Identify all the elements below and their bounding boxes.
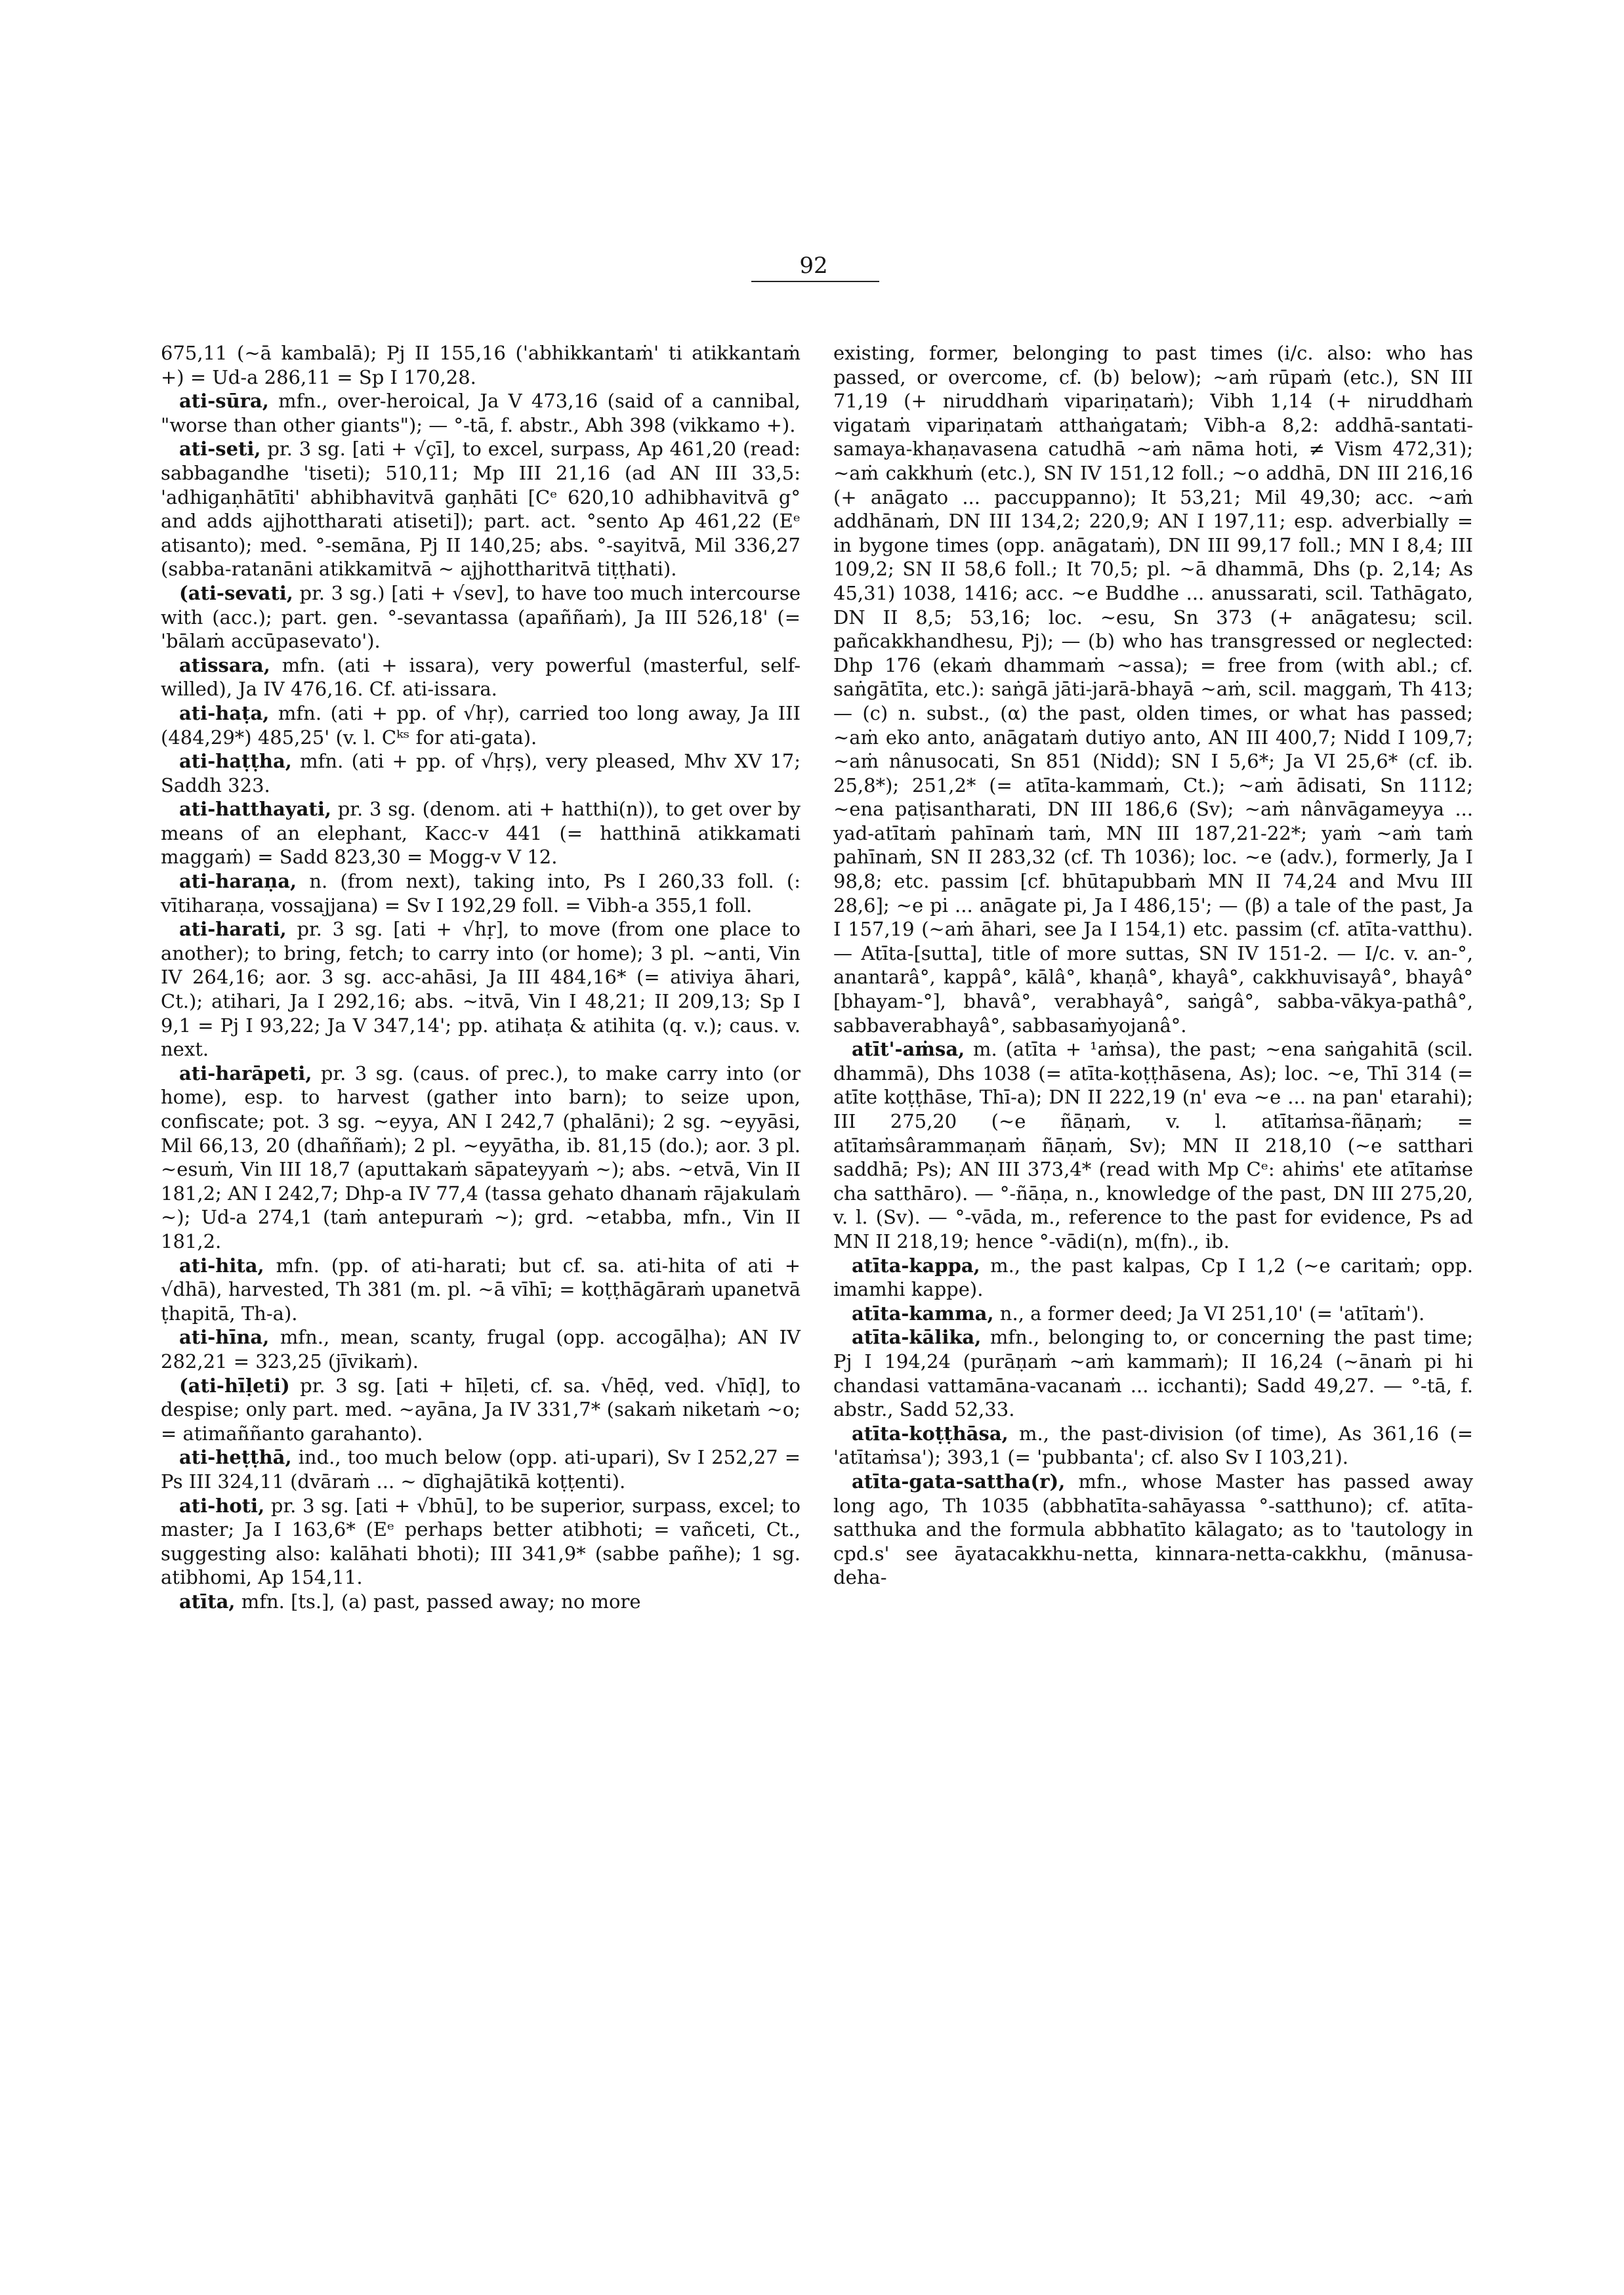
dictionary-entry [161, 701, 801, 749]
entry-headword: ati-haraṇa, [179, 870, 297, 893]
dictionary-entry [833, 1422, 1473, 1470]
entry-headword: ati-hīna, [179, 1326, 270, 1349]
entry-body: pr. 3 sg.) [ati + √sev], to have too much intercourse with (acc.); part. gen. °-sevantassa (apaññaṁ), Ja III 526,18' (= 'bālaṁ accūpasevato'). [161, 581, 801, 653]
entry-body: m. (atīta + ¹aṁsa), the past; ~ena saṅgahitā (scil. dhammā), Dhs 1038 (= atīta-koṭṭhāsena, As); loc. ~e, Thī 314 (= atīte koṭṭhāse, Thī-a); DN II 222,19 (n' eva ~e ... na pan' etarahi); III 275,20 (~e ñāṇaṁ, v. l. atītaṁsa-ñāṇaṁ; = atītaṁsârammaṇaṁ ñāṇaṁ, Sv); MN II 218,10 (~e satthari saddhā; Ps); AN III 373,4* (read with Mp Cᵉ: ahiṁs' ete atītaṁse cha satthāro). — °-ñāṇa, n., knowledge of the past, DN III 275,20, v. l. (Sv). — °-vāda, m., reference to the past for evidence, Ps ad MN II 218,19; hence °-vādi(n), m(fn)., ib. [833, 1038, 1473, 1252]
dictionary-entry [161, 389, 801, 437]
dictionary-entry [161, 581, 801, 653]
entry-body: mfn. (pp. of ati-harati; but cf. sa. ati-hita of ati + √dhā), harvested, Th 381 (m. pl. ~ā vīhī; = koṭṭhāgāraṁ upanetvā ṭhapitā, Th-a). [161, 1254, 801, 1325]
entry-body: mfn. (ati + pp. of √hṛṣ), very pleased, Mhv XV 17; Saddh 323. [161, 750, 801, 796]
dictionary-entry [161, 1062, 801, 1254]
dictionary-entry [833, 1325, 1473, 1421]
dictionary-entry [161, 1325, 801, 1373]
entry-headword: atīt'-aṁsa, [852, 1038, 965, 1061]
dictionary-entry [161, 437, 801, 581]
entry-headword: ati-sūra, [179, 390, 269, 413]
entry-headword: ati-harāpeti, [179, 1062, 312, 1085]
page-number: 92 [799, 253, 828, 279]
header-rule [751, 281, 879, 282]
entry-body: mfn. (ati + pp. of √hṛ), carried too long away, Ja III (484,29*) 485,25' (v. l. Cᵏˢ for ati-gata). [161, 701, 801, 749]
entry-body: mfn., mean, scanty, frugal (opp. accogāḷha); AN IV 282,21 = 323,25 (jīvikaṁ). [161, 1326, 801, 1373]
entry-headword: ati-hatthayati, [179, 798, 331, 821]
dictionary-entry [161, 1374, 801, 1446]
dictionary-entry [833, 1037, 1473, 1253]
dictionary-entry [161, 869, 801, 917]
entry-headword: atissara, [179, 653, 270, 676]
entry-headword: atīta-kamma, [852, 1302, 994, 1325]
entry-body: existing, former, belonging to past times (i/c. also: who has passed, or overcome, cf. (b) below); ~aṁ rūpaṁ (etc.), SN III 71,19 (+ niruddhaṁ vipariṇataṁ); Vibh 1,14 (+ niruddhaṁ vigataṁ vipariṇataṁ atthaṅgataṁ; Vibh-a 8,2: addhā-santati-samaya-khaṇavasena catudhā ~aṁ nāma hoti, ≠ Vism 472,31); ~aṁ cakkhuṁ (etc.), SN IV 151,12 foll.; ~o addhā, DN III 216,16 (+ anāgato ... paccuppanno); It 53,21; Mil 49,30; acc. ~aṁ addhānaṁ, DN III 134,2; 220,9; AN I 197,11; esp. adverbially = in bygone times (opp. anāgataṁ), DN III 99,17 foll.; MN I 8,4; III 109,2; SN II 58,6 foll.; It 70,5; pl. ~ā dhammā, Dhs (p. 2,14; As 45,31) 1038, 1416; acc. ~e Buddhe ... anussarati, scil. Tathāgato, DN II 8,5; 53,16; loc. ~esu, Sn 373 (+ anāgatesu; scil. pañcakkhandhesu, Pj); — (b) who has transgressed or neglected: Dhp 176 (ekaṁ dhammaṁ ~assa); = free from (with abl.; cf. saṅgātīta, etc.): saṅgā jāti-jarā-bhayā ~aṁ, scil. maggaṁ, Th 413; — (c) n. subst., (α) the past, olden times, or what has passed; ~aṁ eko anto, anāgataṁ dutiyo anto, AN III 400,7; Nidd I 109,7; ~aṁ nânusocati, Sn 851 (Nidd); SN I 5,6*; Ja VI 25,6* (cf. ib. 25,8*); 251,2* (= atīta-kammaṁ, Ct.); ~aṁ ādisati, Sn 1112; ~ena paṭisantharati, DN III 186,6 (Sv); ~aṁ nânvāgameyya ... yad-atītaṁ pahīnaṁ taṁ, MN III 187,21-22*; yaṁ ~aṁ taṁ pahīnaṁ, SN II 283,32 (cf. Th 1036); loc. ~e (adv.), formerly, Ja I 98,8; etc. passim [cf. bhūtapubbaṁ MN II 74,24 and Mvu III 28,6]; ~e pi ... anāgate pi, Ja I 486,15'; — (β) a tale of the past, Ja I 157,19 (~aṁ āhari, see Ja I 154,1) etc. passim (cf. atīta-vatthu). — Atīta-[sutta], title of more suttas, SN IV 151-2. — I/c. v. an-°, anantarâ°, kappâ°, kālâ°, khaṇâ°, khayâ°, cakkhuvisayâ°, bhayâ° [bhayam-°], bhavâ°, verabhayâ°, saṅgâ°, sabba-vākya-pathâ°, sabbaverabhayâ°, sabbasaṁyojanâ°. [833, 342, 1473, 1037]
entry-headword: atīta-kappa, [852, 1254, 980, 1277]
entry-body: pr. 3 sg. (caus. of prec.), to make carry into (or home), esp. to harvest (gather into barn); to seize upon, confiscate; pot. 3 sg. ~eyya, AN I 242,7 (phalāni); 2 sg. ~eyyāsi, Mil 66,13, 20 (dhaññaṁ); 2 pl. ~eyyātha, ib. 81,15 (do.); aor. 3 pl. ~esuṁ, Vin III 18,7 (aputtakaṁ sāpateyyaṁ ~); abs. ~etvā, Vin II 181,2; AN I 242,7; Dhp-a IV 77,4 (tassa gehato dhanaṁ rājakulaṁ ~); Ud-a 274,1 (taṁ antepuraṁ ~); grd. ~etabba, mfn., Vin II 181,2. [161, 1062, 801, 1252]
entry-headword: atīta-gata-sattha(r), [852, 1470, 1066, 1493]
entry-body: 675,11 (~ā kambalā); Pj II 155,16 ('abhikkantaṁ' ti atikkantaṁ +) = Ud-a 286,11 = Sp I 170,28. [161, 342, 801, 388]
entry-body: pr. 3 sg. [ati + hīḷeti, cf. sa. √hēḍ, ved. √hīḍ], to despise; only part. med. ~ayāna, Ja IV 331,7* (sakaṁ niketaṁ ~o; = atimaññanto garahanto). [161, 1374, 801, 1445]
entry-headword: (ati-hīḷeti) [179, 1374, 290, 1397]
right-column [833, 341, 1473, 1590]
entry-headword: ati-hita, [179, 1254, 264, 1277]
entry-body: pr. 3 sg. [ati + √bhū], to be superior, surpass, excel; to master; Ja I 163,6* (Eᵉ perhaps better atibhoti; = vañceti, Ct., suggesting also: kalāhati bhoti); III 341,9* (sabbe pañhe); 1 sg. atibhomi, Ap 154,11. [161, 1494, 801, 1589]
entry-body: ind., too much below (opp. ati-upari), Sv I 252,27 = Ps III 324,11 (dvāraṁ ... ~ dīghajātikā koṭṭenti). [161, 1446, 801, 1493]
entry-headword: atīta-kālika, [852, 1326, 982, 1349]
entry-body: mfn., belonging to, or concerning the past time; Pj I 194,24 (purāṇaṁ ~aṁ kammaṁ); II 16,24 (~ānaṁ pi hi chandasi vattamāna-vacanaṁ ... icchanti); Sadd 49,27. — °-tā, f. abstr., Sadd 52,33. [833, 1326, 1473, 1421]
dictionary-entry [833, 341, 1473, 1037]
left-column [161, 341, 801, 1613]
dictionary-entry [161, 1590, 801, 1614]
dictionary-entry [161, 653, 801, 701]
entry-headword: ati-haṭṭha, [179, 750, 292, 773]
dictionary-entry [161, 1445, 801, 1493]
entry-headword: ati-harati, [179, 918, 287, 941]
entry-headword: ati-haṭa, [179, 701, 270, 724]
entry-body: n., a former deed; Ja VI 251,10' (= 'atītaṁ'). [993, 1302, 1425, 1325]
entry-headword: (ati-sevati, [179, 581, 293, 604]
entry-headword: ati-seti, [179, 438, 261, 461]
entry-body: m., the past kalpas, Cp I 1,2 (~e caritaṁ; opp. imamhi kappe). [833, 1254, 1473, 1301]
entry-headword: ati-heṭṭhā, [179, 1446, 292, 1469]
entry-body: mfn. (ati + issara), very powerful (masterful, self-willed), Ja IV 476,16. Cf. ati-issara. [161, 653, 801, 701]
entry-headword: atīta, [179, 1590, 236, 1613]
entry-body: mfn., whose Master has passed away long ago, Th 1035 (abbhatīta-sahāyassa °-satthuno); cf. atīta-satthuka and the formula abbhatīto kālagato; as to 'tautology in cpd.s' see āyatacakkhu-netta, kinnara-netta-cakkhu, (mānusa-deha- [833, 1470, 1473, 1589]
entry-body: mfn. [ts.], (a) past, passed away; no more [235, 1590, 641, 1613]
entry-body: pr. 3 sg. (denom. ati + hatthi(n)), to get over by means of an elephant, Kacc-v 441 (= hatthinā atikkamati maggaṁ) = Sadd 823,30 = Mogg-v V 12. [161, 798, 801, 869]
dictionary-entry [161, 797, 801, 869]
entry-body: n. (from next), taking into, Ps I 260,33 foll. (: vītiharaṇa, vossajjana) = Sv I 192,29 foll. = Vibh-a 355,1 foll. [161, 870, 801, 917]
dictionary-entry [833, 1254, 1473, 1302]
entry-body: pr. 3 sg. [ati + √çī], to excel, surpass, Ap 461,20 (read: sabbagandhe 'tiseti); 510,11; Mp III 21,16 (ad AN III 33,5: 'adhigaṇhātīti' abhibhavitvā gaṇhāti [Cᵉ 620,10 adhibhavitvā g° and adds ajjhottharati atiseti]); part. act. °sento Ap 461,22 (Eᵉ atisanto); med. °-semāna, Pj II 140,25; abs. °-sayitvā, Mil 336,27 (sabba-ratanāni atikkamitvā ~ ajjhottharitvā tiṭṭhati). [161, 438, 801, 581]
dictionary-entry [161, 917, 801, 1062]
entry-body: m., the past-division (of time), As 361,16 (= 'atītaṁsa'); 393,1 (= 'pubbanta'; cf. also Sv I 103,21). [833, 1422, 1473, 1469]
dictionary-entry [161, 1494, 801, 1590]
entry-body: pr. 3 sg. [ati + √hṛ], to move (from one place to another); to bring, fetch; to carry into (or home); 3 pl. ~anti, Vin IV 264,16; aor. 3 sg. acc-ahāsi, Ja III 484,16* (= ativiya āhari, Ct.); atihari, Ja I 292,16; abs. ~itvā, Vin I 48,21; II 209,13; Sp I 9,1 = Pj I 93,22; Ja V 347,14'; pp. atihaṭa & atihita (q. v.); caus. v. next. [161, 918, 801, 1061]
dictionary-entry [161, 749, 801, 797]
entry-body: mfn., over-heroical, Ja V 473,16 (said of a cannibal, "worse than other giants"); — °-tā, f. abstr., Abh 398 (vikkamo +). [161, 390, 801, 436]
dictionary-entry [161, 1254, 801, 1326]
dictionary-entry [833, 1470, 1473, 1590]
dictionary-entry [161, 341, 801, 389]
entry-headword: ati-hoti, [179, 1494, 265, 1517]
dictionary-entry [833, 1302, 1473, 1326]
entry-headword: atīta-koṭṭhāsa, [852, 1422, 1009, 1445]
